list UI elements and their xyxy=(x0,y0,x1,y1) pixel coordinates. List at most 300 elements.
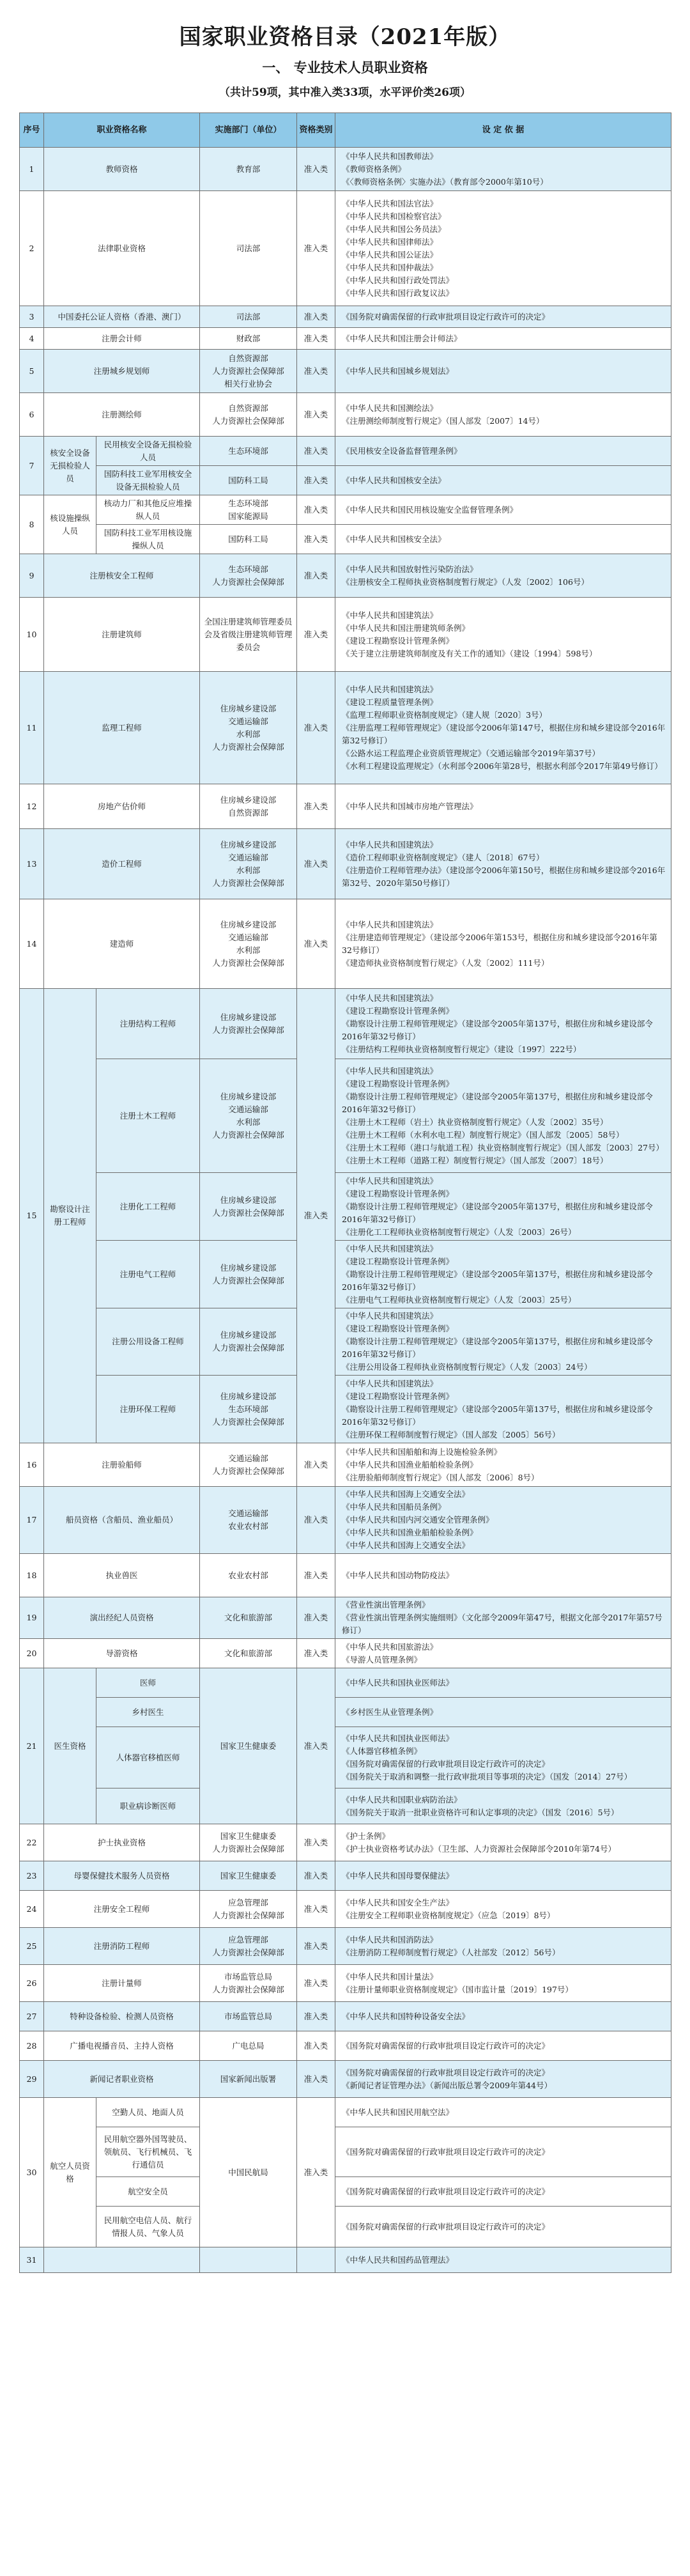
dept-line: 人力资源社会保障部 xyxy=(212,1025,284,1035)
basis-line: 《注册监理工程师管理规定》（建设部令2006年第147号，根据住房和城乡建设部令2016年第32号修订） xyxy=(342,722,666,745)
dept-line: 国防科工局 xyxy=(228,534,268,544)
sub-name: 乡村医生 xyxy=(96,1698,200,1727)
row-no: 14 xyxy=(20,899,44,989)
group-name: 医生资格 xyxy=(44,1668,96,1824)
row-category: 准入类 xyxy=(297,1861,335,1891)
basis-line: 《建设工程勘察设计管理条例》 xyxy=(342,1324,454,1333)
basis-line: 《中华人民共和国海上交通安全法》 xyxy=(342,1489,470,1499)
dept-line: 人力资源社会保障部 xyxy=(212,577,284,587)
dept-line: 人力资源社会保障部 xyxy=(212,1947,284,1957)
row-basis xyxy=(335,672,671,784)
sub-name: 注册化工工程师 xyxy=(96,1173,200,1241)
dept-line: 人力资源社会保障部 xyxy=(212,1275,284,1285)
table-row xyxy=(20,466,671,495)
dept-line: 住房城乡建设部 xyxy=(220,703,277,713)
row-name: 注册测绘师 xyxy=(44,393,200,437)
sub-name: 注册环保工程师 xyxy=(96,1376,200,1443)
row-no: 6 xyxy=(20,393,44,437)
table-row xyxy=(20,1443,671,1487)
basis-line: 《注册公用设备工程师执业资格制度暂行规定》（人发〔2003〕24号） xyxy=(342,1362,592,1372)
dept-line: 自然资源部 xyxy=(228,807,268,818)
basis-line: 《注册土木工程师（岩土）执业资格制度暂行规定》（人发〔2002〕35号） xyxy=(342,1117,608,1127)
row-basis xyxy=(335,2002,671,2031)
row-basis xyxy=(335,1639,671,1668)
row-dept xyxy=(200,598,297,672)
row-no: 5 xyxy=(20,350,44,393)
row-dept xyxy=(200,466,297,495)
dept-line: 人力资源社会保障部 xyxy=(212,1129,284,1140)
basis-line: 《中华人民共和国特种设备安全法》 xyxy=(342,2011,470,2021)
sub-name: 核动力厂和其他反应堆操纵人员 xyxy=(96,495,200,525)
row-dept xyxy=(200,784,297,829)
row-dept xyxy=(200,1241,297,1308)
basis-line: 《导游人员管理条例》 xyxy=(342,1654,422,1664)
table-row xyxy=(20,393,671,437)
row-name: 注册会计师 xyxy=(44,328,200,350)
row-basis xyxy=(335,1824,671,1861)
table-row xyxy=(20,1788,671,1824)
qualification-table xyxy=(19,113,671,2273)
row-name: 注册验船师 xyxy=(44,1443,200,1487)
row-name: 护士执业资格 xyxy=(44,1824,200,1861)
basis-line: 《中华人民共和国放射性污染防治法》 xyxy=(342,564,478,574)
row-category: 准入类 xyxy=(297,1891,335,1928)
basis-line: 《中华人民共和国法官法》 xyxy=(342,198,438,208)
row-name: 中国委托公证人资格（香港、澳门） xyxy=(44,306,200,328)
basis-line: 《中华人民共和国渔业船舶检验条例》 xyxy=(342,1459,478,1470)
row-basis xyxy=(335,1443,671,1487)
table-row xyxy=(20,598,671,672)
row-no: 2 xyxy=(20,191,44,306)
row-basis xyxy=(335,350,671,393)
dept-line: 人力资源社会保障部 xyxy=(212,1466,284,1476)
row-category: 准入类 xyxy=(297,2061,335,2098)
basis-line: 《中华人民共和国母婴保健法》 xyxy=(342,1870,454,1881)
row-category: 准入类 xyxy=(297,1487,335,1554)
row-category: 准入类 xyxy=(297,899,335,989)
basis-line: 《建设工程勘察设计管理条例》 xyxy=(342,1256,454,1266)
row-name: 监理工程师 xyxy=(44,672,200,784)
basis-line: 《勘察设计注册工程师管理规定》（建设部令2005年第137号，根据住房和城乡建设部令2016年第32号修订） xyxy=(342,1337,653,1359)
row-basis xyxy=(335,1376,671,1443)
group-name: 核安全设备无损检验人员 xyxy=(44,437,96,495)
row-name: 注册计量师 xyxy=(44,1965,200,2002)
row-basis xyxy=(335,989,671,1059)
basis-line: 《建设工程质量管理条例》 xyxy=(342,697,438,707)
basis-line: 《建设工程勘察设计管理条例》 xyxy=(342,635,454,646)
basis-line: 《教师资格条例》 xyxy=(342,164,406,174)
basis-line: 《中华人民共和国公务员法》 xyxy=(342,224,446,234)
dept-line: 国家新闻出版署 xyxy=(220,2074,277,2084)
basis-line: 《建设工程勘察设计管理条例》 xyxy=(342,1005,454,1016)
basis-line: 《中华人民共和国安全生产法》 xyxy=(342,1897,454,1907)
basis-line: 《中华人民共和国建筑法》 xyxy=(342,1378,438,1388)
row-no: 8 xyxy=(20,495,44,554)
row-basis xyxy=(335,1554,671,1597)
row-basis xyxy=(335,829,671,899)
dept-line: 教育部 xyxy=(236,164,261,174)
dept-line: 住房城乡建设部 xyxy=(220,1330,277,1340)
row-no: 25 xyxy=(20,1928,44,1965)
basis-line: 《勘察设计注册工程师管理规定》（建设部令2005年第137号，根据住房和城乡建设部令2016年第32号修订） xyxy=(342,1404,653,1427)
row-dept xyxy=(200,672,297,784)
dept-line: 人力资源社会保障部 xyxy=(212,1910,284,1920)
basis-line: 《中华人民共和国检察官法》 xyxy=(342,211,446,221)
table-row xyxy=(20,2127,671,2177)
basis-line: 《中华人民共和国动物防疫法》 xyxy=(342,1570,454,1580)
row-dept xyxy=(200,2098,297,2247)
basis-line: 《中华人民共和国核安全法》 xyxy=(342,534,446,544)
table-row xyxy=(20,1891,671,1928)
row-name: 造价工程师 xyxy=(44,829,200,899)
table-row xyxy=(20,1965,671,2002)
basis-line: 《注册结构工程师执业资格制度暂行规定》（建设〔1997〕222号） xyxy=(342,1044,581,1054)
row-basis xyxy=(335,1861,671,1891)
table-row xyxy=(20,1639,671,1668)
basis-line: 《中华人民共和国海上交通安全法》 xyxy=(342,1540,470,1550)
basis-line: 《中华人民共和国仲裁法》 xyxy=(342,262,438,272)
row-no: 21 xyxy=(20,1668,44,1824)
basis-line: 《民用核安全设备监督管理条例》 xyxy=(342,446,462,456)
table-row xyxy=(20,2098,671,2127)
row-no: 15 xyxy=(20,989,44,1443)
dept-line: 国防科工局 xyxy=(228,475,268,485)
basis-line: 《中华人民共和国建筑法》 xyxy=(342,1066,438,1076)
basis-line: 《造价工程师职业资格制度规定》（建人〔2018〕67号） xyxy=(342,852,544,862)
row-basis xyxy=(335,2127,671,2177)
basis-line: 《中华人民共和国测绘法》 xyxy=(342,403,438,413)
dept-line: 司法部 xyxy=(236,243,261,253)
sub-name: 注册结构工程师 xyxy=(96,989,200,1059)
dept-line: 人力资源社会保障部 xyxy=(212,366,284,376)
basis-line: 《中华人民共和国律师法》 xyxy=(342,237,438,247)
table-row xyxy=(20,1376,671,1443)
basis-line: 《中华人民共和国执业医师法》 xyxy=(342,1733,454,1743)
basis-line: 《监理工程师职业资格制度规定》（建人规〔2020〕3号） xyxy=(342,710,548,720)
group-name: 航空人员资格 xyxy=(44,2098,96,2247)
basis-line: 《中华人民共和国建筑法》 xyxy=(342,610,438,620)
row-basis xyxy=(335,1173,671,1241)
row-name: 注册建筑师 xyxy=(44,598,200,672)
row-basis xyxy=(335,2247,671,2273)
basis-line: 《中华人民共和国职业病防治法》 xyxy=(342,1794,462,1804)
row-name: 注册城乡规划师 xyxy=(44,350,200,393)
dept-line: 国家卫生健康委 xyxy=(220,1870,277,1881)
basis-line: 《中华人民共和国船舶和海上设施检验条例》 xyxy=(342,1447,502,1457)
dept-line: 人力资源社会保障部 xyxy=(212,1207,284,1218)
table-row xyxy=(20,2247,671,2273)
row-basis xyxy=(335,495,671,525)
row-dept xyxy=(200,350,297,393)
row-category: 准入类 xyxy=(297,1668,335,1824)
row-category: 准入类 xyxy=(297,784,335,829)
row-no: 11 xyxy=(20,672,44,784)
basis-line: 《中华人民共和国民用航空法》 xyxy=(342,2107,454,2117)
basis-line: 《注册化工工程师执业资格制度暂行规定》（人发〔2003〕26号） xyxy=(342,1227,576,1237)
table-row xyxy=(20,306,671,328)
row-dept xyxy=(200,306,297,328)
dept-line: 自然资源部 xyxy=(228,353,268,363)
row-dept xyxy=(200,191,297,306)
row-dept xyxy=(200,2002,297,2031)
sub-name: 职业病诊断医师 xyxy=(96,1788,200,1824)
dept-line: 国家卫生健康委 xyxy=(220,1831,277,1841)
row-category: 准入类 xyxy=(297,1443,335,1487)
basis-line: 《关于建立注册建筑师制度及有关工作的通知》（建设〔1994〕598号） xyxy=(342,648,597,658)
row-no: 17 xyxy=(20,1487,44,1554)
basis-line: 《注册核安全工程师执业资格制度暂行规定》（人发〔2002〕106号） xyxy=(342,577,589,587)
row-basis xyxy=(335,306,671,328)
table-row xyxy=(20,2061,671,2098)
basis-line: 《勘察设计注册工程师管理规定》（建设部令2005年第137号，根据住房和城乡建设部令2016年第32号修订） xyxy=(342,1201,653,1224)
basis-line: 《中华人民共和国教师法》 xyxy=(342,151,438,161)
row-basis xyxy=(335,899,671,989)
row-dept xyxy=(200,1597,297,1639)
table-row xyxy=(20,1727,671,1788)
table-row xyxy=(20,1698,671,1727)
dept-line: 全国注册建筑师管理委员会及省级注册建筑师管理委员会 xyxy=(204,616,293,652)
row-name: 法律职业资格 xyxy=(44,191,200,306)
table-row xyxy=(20,350,671,393)
row-no: 12 xyxy=(20,784,44,829)
row-basis xyxy=(335,2098,671,2127)
dept-line: 住房城乡建设部 xyxy=(220,1391,277,1401)
basis-line: 《中华人民共和国注册会计师法》 xyxy=(342,333,462,343)
row-no: 20 xyxy=(20,1639,44,1668)
basis-line: 《中华人民共和国行政复议法》 xyxy=(342,288,454,298)
sub-name: 人体器官移植医师 xyxy=(96,1727,200,1788)
table-row xyxy=(20,1173,671,1241)
basis-line: 《人体器官移植条例》 xyxy=(342,1746,422,1756)
row-no: 29 xyxy=(20,2061,44,2098)
table-row xyxy=(20,148,671,191)
row-basis xyxy=(335,148,671,191)
row-basis xyxy=(335,1928,671,1965)
dept-line: 交通运输部 xyxy=(228,1104,268,1114)
row-category: 准入类 xyxy=(297,1597,335,1639)
basis-line: 《营业性演出管理条例实施细则》（文化部令2009年第47号，根据文化部令2017年第57号修订） xyxy=(342,1613,663,1635)
dept-line: 住房城乡建设部 xyxy=(220,1091,277,1101)
dept-line: 国家能源局 xyxy=(228,511,268,521)
dept-line: 人力资源社会保障部 xyxy=(212,415,284,426)
row-category: 准入类 xyxy=(297,1824,335,1861)
sub-name: 民用核安全设备无损检验人员 xyxy=(96,437,200,466)
sub-name: 空勤人员、地面人员 xyxy=(96,2098,200,2127)
row-name: 新闻记者职业资格 xyxy=(44,2061,200,2098)
row-category xyxy=(297,2247,335,2273)
summary-line: （共计59项，其中准入类33项，水平评价类26项） xyxy=(219,86,471,99)
row-no: 31 xyxy=(20,2247,44,2273)
basis-line: 《国务院关于取消和调整一批行政审批项目等事项的决定》（国发〔2014〕27号） xyxy=(342,1771,632,1781)
row-no: 26 xyxy=(20,1965,44,2002)
basis-line: 《新闻记者证管理办法》（新闻出版总署令2009年第44号） xyxy=(342,2080,552,2090)
row-basis xyxy=(335,554,671,598)
header-basis: 设 定 依 据 xyxy=(335,113,671,148)
dept-line: 住房城乡建设部 xyxy=(220,1012,277,1022)
basis-line: 《注册验船师制度暂行规定》（国人部发〔2006〕8号） xyxy=(342,1472,539,1482)
basis-line: 《中华人民共和国旅游法》 xyxy=(342,1641,438,1652)
row-category: 准入类 xyxy=(297,306,335,328)
row-basis xyxy=(335,525,671,554)
row-name: 演出经纪人员资格 xyxy=(44,1597,200,1639)
dept-line: 市场监管总局 xyxy=(224,2011,273,2021)
header-dept: 实施部门（单位） xyxy=(200,113,297,148)
row-name: 导游资格 xyxy=(44,1639,200,1668)
row-basis xyxy=(335,2031,671,2061)
table-row xyxy=(20,1668,671,1698)
row-dept xyxy=(200,1824,297,1861)
sub-name: 注册公用设备工程师 xyxy=(96,1308,200,1376)
row-no: 23 xyxy=(20,1861,44,1891)
basis-line: 《国务院对确需保留的行政审批项目设定行政许可的决定》 xyxy=(342,1758,550,1769)
basis-line: 《中华人民共和国渔业船舶检验条例》 xyxy=(342,1528,478,1537)
sub-name: 国防科技工业军用核安全设备无损检验人员 xyxy=(96,466,200,495)
row-category: 准入类 xyxy=(297,2002,335,2031)
row-dept xyxy=(200,148,297,191)
basis-line: 《建设工程勘察设计管理条例》 xyxy=(342,1078,454,1089)
row-dept xyxy=(200,1554,297,1597)
basis-line: 《中华人民共和国内河交通安全管理条例》 xyxy=(342,1515,494,1525)
basis-line: 《中华人民共和国建筑法》 xyxy=(342,1175,438,1186)
basis-line: 《勘察设计注册工程师管理规定》（建设部令2005年第137号，根据住房和城乡建设部令2016年第32号修订） xyxy=(342,1018,653,1041)
sub-name: 医师 xyxy=(96,1668,200,1698)
row-basis xyxy=(335,2061,671,2098)
dept-line: 市场监管总局 xyxy=(224,1971,273,1982)
row-dept xyxy=(200,1928,297,1965)
basis-line: 《注册环保工程师制度暂行规定》（国人部发〔2005〕56号） xyxy=(342,1429,560,1439)
dept-line: 交通运输部 xyxy=(228,1453,268,1463)
row-category: 准入类 xyxy=(297,598,335,672)
basis-line: 《勘察设计注册工程师管理规定》（建设部令2005年第137号，根据住房和城乡建设部令2016年第32号修订） xyxy=(342,1091,653,1114)
document-title: 国家职业资格目录（2021年版） xyxy=(179,24,511,50)
dept-line: 广电总局 xyxy=(232,2040,264,2051)
dept-line: 交通运输部 xyxy=(228,1509,268,1518)
row-dept xyxy=(200,1443,297,1487)
group-name: 核设施操纵人员 xyxy=(44,495,96,554)
basis-line: 《国务院对确需保留的行政审批项目设定行政许可的决定》 xyxy=(342,2146,550,2157)
basis-line: 《注册造价工程师管理办法》（建设部令2006年第150号，根据住房和城乡建设部令2016年第32号、2020年第50号修订） xyxy=(342,865,666,888)
dept-line: 生态环境部 xyxy=(228,1404,268,1414)
basis-line: 《国务院关于取消一批职业资格许可和认定事项的决定》（国发〔2016〕5号） xyxy=(342,1807,619,1817)
row-category: 准入类 xyxy=(297,1928,335,1965)
row-dept xyxy=(200,1891,297,1928)
dept-line: 人力资源社会保障部 xyxy=(212,1416,284,1427)
dept-line: 农业农村部 xyxy=(228,1521,268,1531)
row-name: 注册安全工程师 xyxy=(44,1891,200,1928)
row-basis xyxy=(335,598,671,672)
dept-line: 应急管理部 xyxy=(228,1897,268,1907)
table-row xyxy=(20,2207,671,2247)
row-category: 准入类 xyxy=(297,829,335,899)
basis-line: 《中华人民共和国建筑法》 xyxy=(342,839,438,850)
dept-line: 农业农村部 xyxy=(228,1570,268,1580)
row-dept xyxy=(200,1668,297,1824)
basis-line: 《注册土木工程师（水利水电工程）制度暂行规定》（国人部发〔2005〕58号） xyxy=(342,1129,624,1140)
table-row xyxy=(20,525,671,554)
table-row xyxy=(20,2177,671,2207)
table-row xyxy=(20,2031,671,2061)
row-name: 母婴保健技术服务人员资格 xyxy=(44,1861,200,1891)
row-basis xyxy=(335,2177,671,2207)
basis-line: 《水利工程建设监理规定》（水利部令2006年第28号，根据水利部令2017年第49号修订） xyxy=(342,761,663,771)
table-row xyxy=(20,437,671,466)
row-no: 13 xyxy=(20,829,44,899)
basis-line: 《建设工程勘察设计管理条例》 xyxy=(342,1188,454,1199)
basis-line: 《中华人民共和国行政处罚法》 xyxy=(342,275,454,285)
row-basis xyxy=(335,1241,671,1308)
sub-name: 民用航空电信人员、航行情报人员、气象人员 xyxy=(96,2207,200,2247)
row-basis xyxy=(335,1059,671,1173)
table-row xyxy=(20,1861,671,1891)
table-row xyxy=(20,672,671,784)
table-row xyxy=(20,1308,671,1376)
dept-line: 人力资源社会保障部 xyxy=(212,1984,284,1994)
row-category: 准入类 xyxy=(297,525,335,554)
row-category: 准入类 xyxy=(297,495,335,525)
row-basis xyxy=(335,1727,671,1788)
dept-line: 水利部 xyxy=(236,729,261,739)
row-category: 准入类 xyxy=(297,1965,335,2002)
row-dept xyxy=(200,829,297,899)
table-row xyxy=(20,1059,671,1173)
row-basis xyxy=(335,1965,671,2002)
basis-line: 《勘察设计注册工程师管理规定》（建设部令2005年第137号，根据住房和城乡建设部令2016年第32号修订） xyxy=(342,1269,653,1292)
row-no: 22 xyxy=(20,1824,44,1861)
row-category: 准入类 xyxy=(297,1554,335,1597)
header-category: 资格类别 xyxy=(297,113,335,148)
basis-line: 《中华人民共和国城乡规划法》 xyxy=(342,366,454,376)
row-basis xyxy=(335,466,671,495)
row-category: 准入类 xyxy=(297,191,335,306)
basis-line: 《注册安全工程师职业资格制度规定》（应急〔2019〕8号） xyxy=(342,1910,555,1920)
basis-line: 《注册测绘师制度暂行规定》（国人部发〔2007〕14号） xyxy=(342,415,544,426)
row-dept xyxy=(200,1487,297,1554)
dept-line: 人力资源社会保障部 xyxy=(212,878,284,888)
row-no: 19 xyxy=(20,1597,44,1639)
dept-line: 水利部 xyxy=(236,865,261,875)
row-dept xyxy=(200,2247,297,2273)
basis-line: 《建造师执业资格制度暂行规定》（人发〔2002〕111号） xyxy=(342,958,549,968)
row-no: 7 xyxy=(20,437,44,495)
basis-line: 《中华人民共和国船员条例》 xyxy=(342,1502,446,1512)
dept-line: 文化和旅游部 xyxy=(224,1613,273,1622)
basis-line: 《乡村医生从业管理条例》 xyxy=(342,1707,438,1717)
row-dept xyxy=(200,2061,297,2098)
group-name: 勘察设计注册工程师 xyxy=(44,989,96,1443)
row-no: 3 xyxy=(20,306,44,328)
row-basis xyxy=(335,784,671,829)
dept-line: 交通运输部 xyxy=(228,932,268,942)
table-header xyxy=(20,113,671,148)
row-basis xyxy=(335,393,671,437)
row-no: 18 xyxy=(20,1554,44,1597)
dept-line: 中国民航局 xyxy=(228,2167,268,2177)
basis-line: 《中华人民共和国计量法》 xyxy=(342,1971,438,1982)
row-category: 准入类 xyxy=(297,1639,335,1668)
row-dept xyxy=(200,899,297,989)
row-dept xyxy=(200,1861,297,1891)
row-name: 执业兽医 xyxy=(44,1554,200,1597)
dept-line: 文化和旅游部 xyxy=(224,1648,273,1658)
dept-line: 人力资源社会保障部 xyxy=(212,741,284,752)
dept-line: 人力资源社会保障部 xyxy=(212,958,284,968)
header-name: 职业资格名称 xyxy=(44,113,200,148)
header-no: 序号 xyxy=(20,113,44,148)
dept-line: 生态环境部 xyxy=(228,564,268,574)
table-row xyxy=(20,328,671,350)
row-dept xyxy=(200,1376,297,1443)
basis-line: 《注册电气工程师执业资格制度暂行规定》（人发〔2003〕25号） xyxy=(342,1294,576,1305)
